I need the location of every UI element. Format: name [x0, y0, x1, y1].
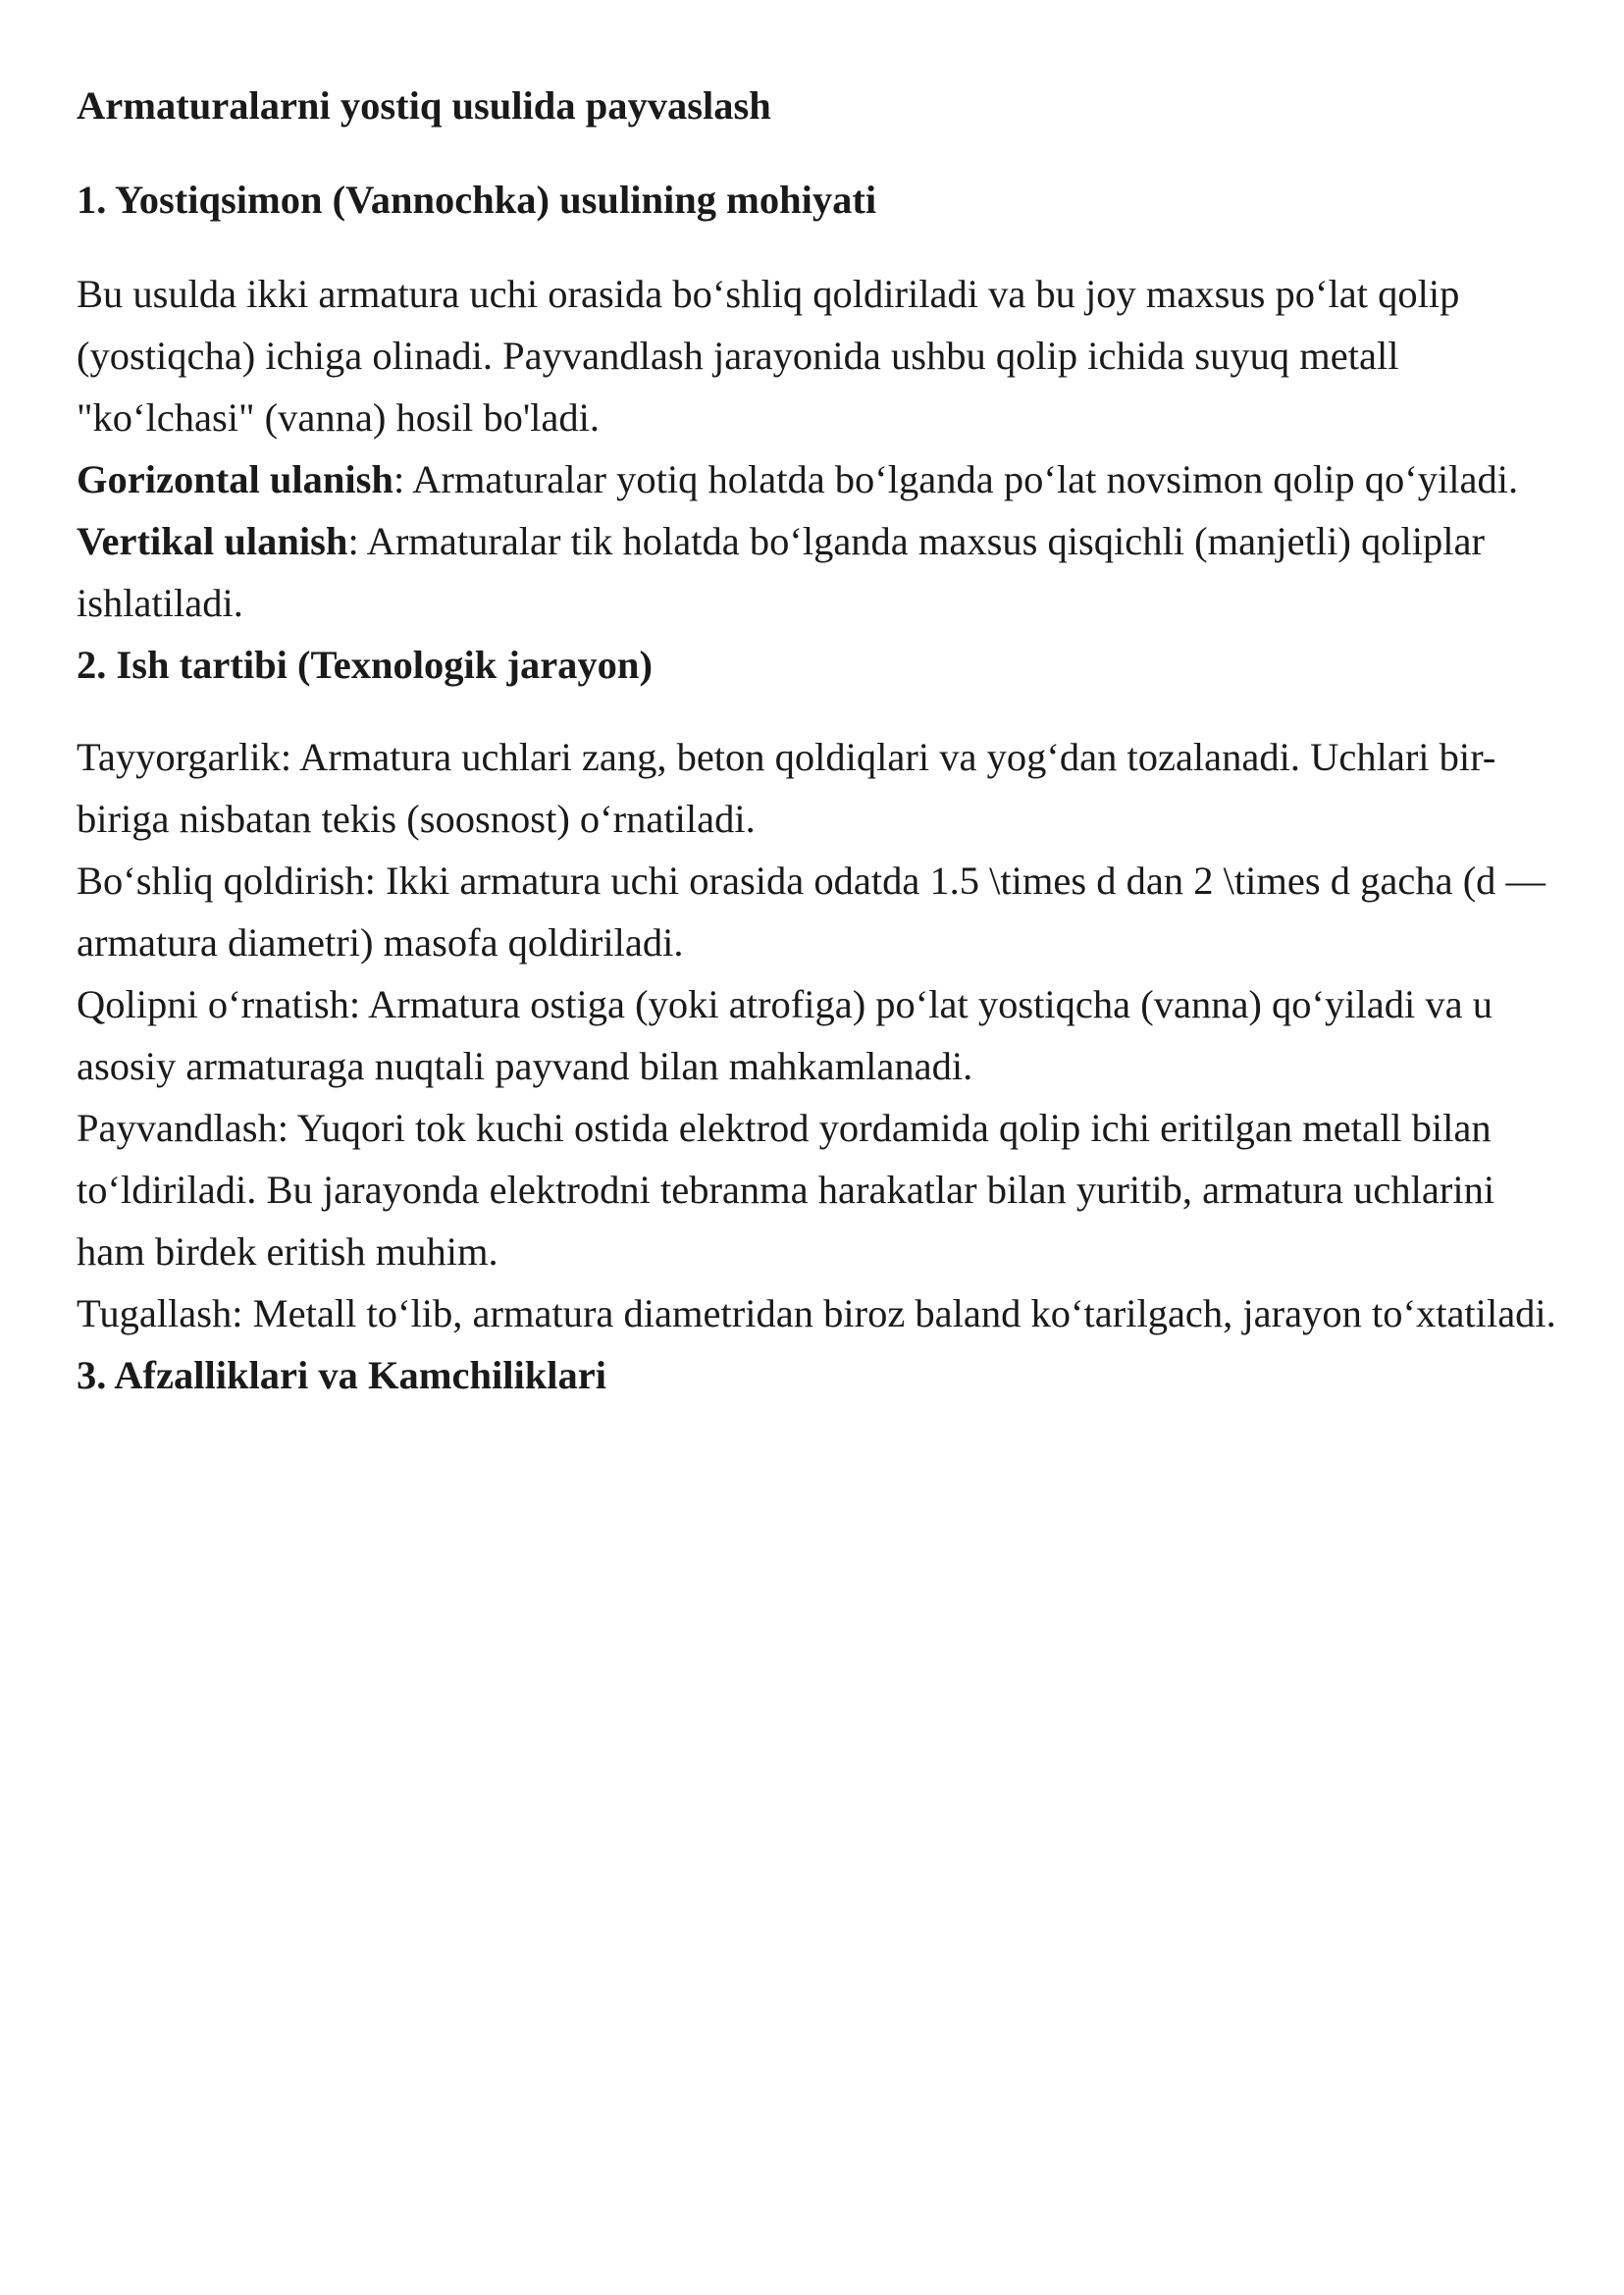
step-welding: Payvandlash: Yuqori tok kuchi ostida elektrod yordamida qolip ichi eritilgan metall bilan to‘ldiriladi. Bu jarayonda elektrodni tebranma harakatlar bilan yuritib, armatura uchlarini ham birdek eritish muhim.	[77, 1106, 1495, 1274]
step-preparation: Tayyorgarlik: Armatura uchlari zang, beton qoldiqlari va yog‘dan tozalanadi. Uchlari bir-biriga nisbatan tekis (soosnost) o‘rnatiladi.	[77, 735, 1496, 841]
section-3-heading: 3. Afzalliklari va Kamchiliklari	[77, 1353, 606, 1397]
horizontal-connection-label: Gorizontal ulanish	[77, 457, 393, 501]
vertical-connection-text: : Armaturalar tik holatda bo‘lganda maxsus qisqichli (manjetli) qoliplar ishlatiladi.	[77, 519, 1485, 625]
section-1-heading: 1. Yostiqsimon (Vannochka) usulining mohiyati	[77, 178, 877, 222]
horizontal-connection-paragraph	[77, 448, 1568, 510]
step-mold-installation: Qolipni o‘rnatish: Armatura ostiga (yoki atrofiga) po‘lat yostiqcha (vanna) qo‘yiladi va u asosiy armaturaga nuqtali payvand bilan mahkamlanadi.	[77, 982, 1493, 1088]
step-gap: Bo‘shliq qoldirish: Ikki armatura uchi orasida odatda 1.5 \times d dan 2 \times d gacha (d — armatura diametri) masofa qoldiriladi.	[77, 859, 1546, 965]
document-title: Armaturalarni yostiq usulida payvaslash	[77, 83, 771, 128]
vertical-connection-label: Vertikal ulanish	[77, 519, 348, 563]
vertical-connection-paragraph	[77, 510, 1568, 634]
section-1-paragraph: Bu usulda ikki armatura uchi orasida bo‘shliq qoldiriladi va bu joy maxsus po‘lat qolip (yostiqcha) ichiga olinadi. Payvandlash jarayonida ushbu qolip ichida suyuq metall "ko‘lchasi" (vanna) hosil bo'ladi.	[77, 272, 1460, 440]
section-2-heading: 2. Ish tartibi (Texnologik jarayon)	[77, 643, 653, 687]
horizontal-connection-text: : Armaturalar yotiq holatda bo‘lganda po‘lat novsimon qolip qo‘yiladi.	[393, 457, 1519, 501]
document-page	[77, 75, 1568, 1406]
step-finishing: Tugallash: Metall to‘lib, armatura diametridan biroz baland ko‘tarilgach, jarayon to‘xtatiladi.	[77, 1291, 1556, 1335]
